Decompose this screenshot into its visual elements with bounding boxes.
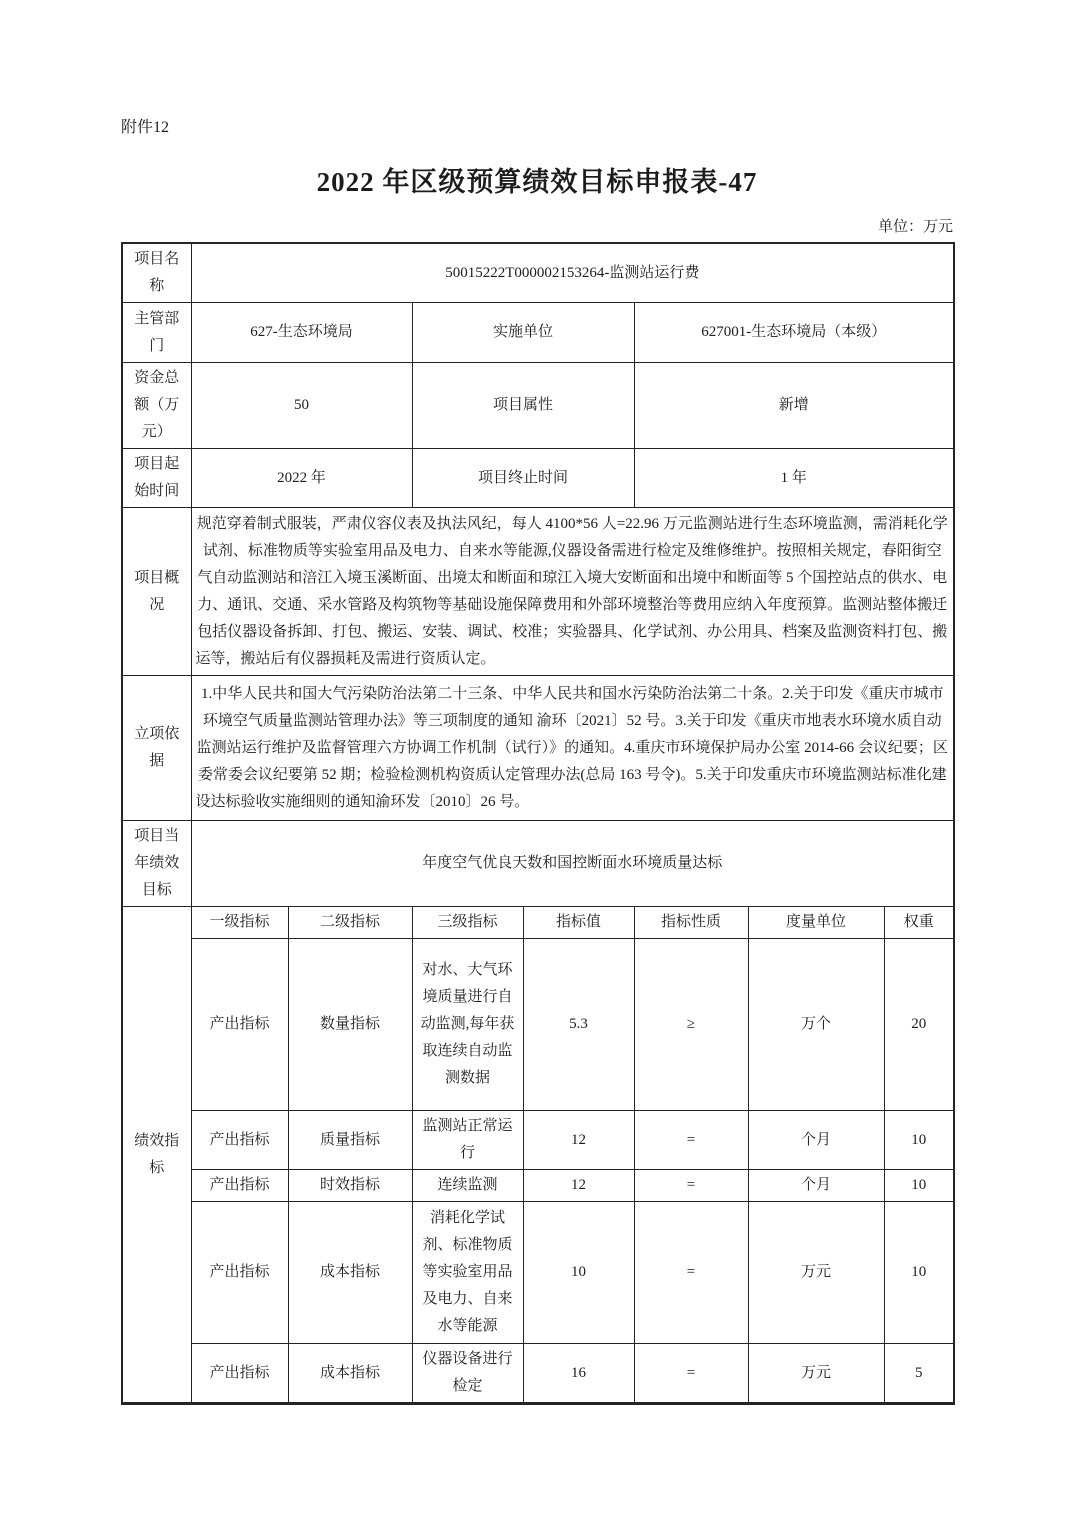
- basis-value: 1.中华人民共和国大气污染防治法第二十三条、中华人民共和国水污染防治法第二十条。2.关于印发《重庆市城市环境空气质量监测站管理办法》等三项制度的通知 渝环〔2021〕52 号。3.关于印发《重庆市地表水环境水质自动监测站运行维护及监督管理六方协调工作机制（试行）》的通知。4.重庆市环境保护局办公室 2014-66 会议纪要；区委常委会议纪要第 52 期；检验检测机构资质认定管理办法(总局 163 号令)。5.关于印发重庆市环境监测站标准化建设达标验收实施细则的通知渝环发〔2010〕26 号。: [191, 676, 954, 821]
- unit-note: 单位：万元: [877, 219, 953, 235]
- indicator-unit: 万元: [748, 1344, 884, 1404]
- indicator-level3: 对水、大气环境质量进行自动监测,每年获取连续自动监测数据: [412, 939, 523, 1111]
- col-header-level1: 一级指标: [191, 907, 288, 939]
- department-label: 主管部门: [122, 303, 191, 363]
- project-name-value: 50015222T000002153264-监测站运行费: [191, 243, 954, 303]
- indicator-unit: 个月: [748, 1170, 884, 1202]
- overview-value: 规范穿着制式服装，严肃仪容仪表及执法风纪，每人 4100*56 人=22.96 万元监测站进行生态环境监测，需消耗化学试剂、标准物质等实验室用品及电力、自来水等能源,仪器设备需进行检定及维修维护。按照相关规定，春阳街空气自动监测站和涪江入境玉溪断面、出境太和断面和琼江入境大安断面和出境中和断面等 5 个国控站点的供水、电力、通讯、交通、采水管路及构筑物等基础设施保障费用和外部环境整治等费用应纳入年度预算。监测站整体搬迁包括仪器设备拆卸、打包、搬运、安装、调试、校准；实验器具、化学试剂、办公用具、档案及监测资料打包、搬运等，搬站后有仪器损耗及需进行资质认定。: [191, 508, 954, 676]
- indicator-level2: 时效指标: [288, 1170, 412, 1202]
- indicator-value: 10: [523, 1202, 634, 1344]
- indicator-level2: 成本指标: [288, 1344, 412, 1404]
- row-annual-goal: [122, 821, 954, 907]
- indicator-nature: =: [634, 1111, 748, 1170]
- indicator-level1: 产出指标: [191, 1170, 288, 1202]
- basis-label: 立项依据: [122, 676, 191, 821]
- col-header-level3: 三级指标: [412, 907, 523, 939]
- page-title: 2022 年区级预算绩效目标申报表-47: [316, 167, 758, 197]
- annual-goal-value: 年度空气优良天数和国控断面水环境质量达标: [191, 821, 954, 907]
- indicator-weight: 20: [884, 939, 954, 1111]
- col-header-level2: 二级指标: [288, 907, 412, 939]
- indicator-level3: 连续监测: [412, 1170, 523, 1202]
- annual-goal-label: 项目当年绩效目标: [122, 821, 191, 907]
- indicator-unit: 万个: [748, 939, 884, 1111]
- indicator-level2: 质量指标: [288, 1111, 412, 1170]
- col-header-nature: 指标性质: [634, 907, 748, 939]
- indicator-level1: 产出指标: [191, 1344, 288, 1404]
- indicator-value: 5.3: [523, 939, 634, 1111]
- indicator-unit: 个月: [748, 1111, 884, 1170]
- attachment-label: 附件12: [121, 119, 170, 136]
- indicator-value: 12: [523, 1170, 634, 1202]
- row-basis: [122, 676, 954, 821]
- start-time-value: 2022 年: [191, 449, 412, 508]
- indicator-level3: 仪器设备进行检定: [412, 1344, 523, 1404]
- indicator-row: [122, 1202, 954, 1344]
- row-indicator-header: [122, 907, 954, 939]
- department-value: 627-生态环境局: [191, 303, 412, 363]
- budget-performance-form: [121, 242, 955, 1405]
- indicator-weight: 10: [884, 1170, 954, 1202]
- indicator-nature: =: [634, 1170, 748, 1202]
- project-name-label: 项目名称: [122, 243, 191, 303]
- indicator-row: [122, 939, 954, 1111]
- indicator-nature: ≥: [634, 939, 748, 1111]
- indicator-row: [122, 1170, 954, 1202]
- indicator-value: 12: [523, 1111, 634, 1170]
- indicator-weight: 10: [884, 1111, 954, 1170]
- project-attribute-label: 项目属性: [412, 363, 634, 449]
- indicator-weight: 5: [884, 1344, 954, 1404]
- indicator-group-label: 绩效指标: [122, 907, 191, 1404]
- indicator-level2: 成本指标: [288, 1202, 412, 1344]
- indicator-nature: =: [634, 1202, 748, 1344]
- indicator-value: 16: [523, 1344, 634, 1404]
- indicator-level1: 产出指标: [191, 1202, 288, 1344]
- implement-unit-value: 627001-生态环境局（本级）: [634, 303, 954, 363]
- indicator-level3: 消耗化学试剂、标准物质等实验室用品及电力、自来水等能源: [412, 1202, 523, 1344]
- indicator-nature: =: [634, 1344, 748, 1404]
- row-department: [122, 303, 954, 363]
- start-time-label: 项目起始时间: [122, 449, 191, 508]
- indicator-unit: 万元: [748, 1202, 884, 1344]
- row-total-fund: [122, 363, 954, 449]
- row-project-name: [122, 243, 954, 303]
- end-time-label: 项目终止时间: [412, 449, 634, 508]
- row-start-time: [122, 449, 954, 508]
- total-fund-value: 50: [191, 363, 412, 449]
- total-fund-label: 资金总额（万元）: [122, 363, 191, 449]
- indicator-level3: 监测站正常运行: [412, 1111, 523, 1170]
- indicator-row: [122, 1111, 954, 1170]
- row-overview: [122, 508, 954, 676]
- overview-label: 项目概况: [122, 508, 191, 676]
- indicator-level2: 数量指标: [288, 939, 412, 1111]
- indicator-level1: 产出指标: [191, 1111, 288, 1170]
- indicator-level1: 产出指标: [191, 939, 288, 1111]
- implement-unit-label: 实施单位: [412, 303, 634, 363]
- indicator-row: [122, 1344, 954, 1404]
- indicator-weight: 10: [884, 1202, 954, 1344]
- col-header-weight: 权重: [884, 907, 954, 939]
- col-header-unit: 度量单位: [748, 907, 884, 939]
- project-attribute-value: 新增: [634, 363, 954, 449]
- end-time-value: 1 年: [634, 449, 954, 508]
- col-header-value: 指标值: [523, 907, 634, 939]
